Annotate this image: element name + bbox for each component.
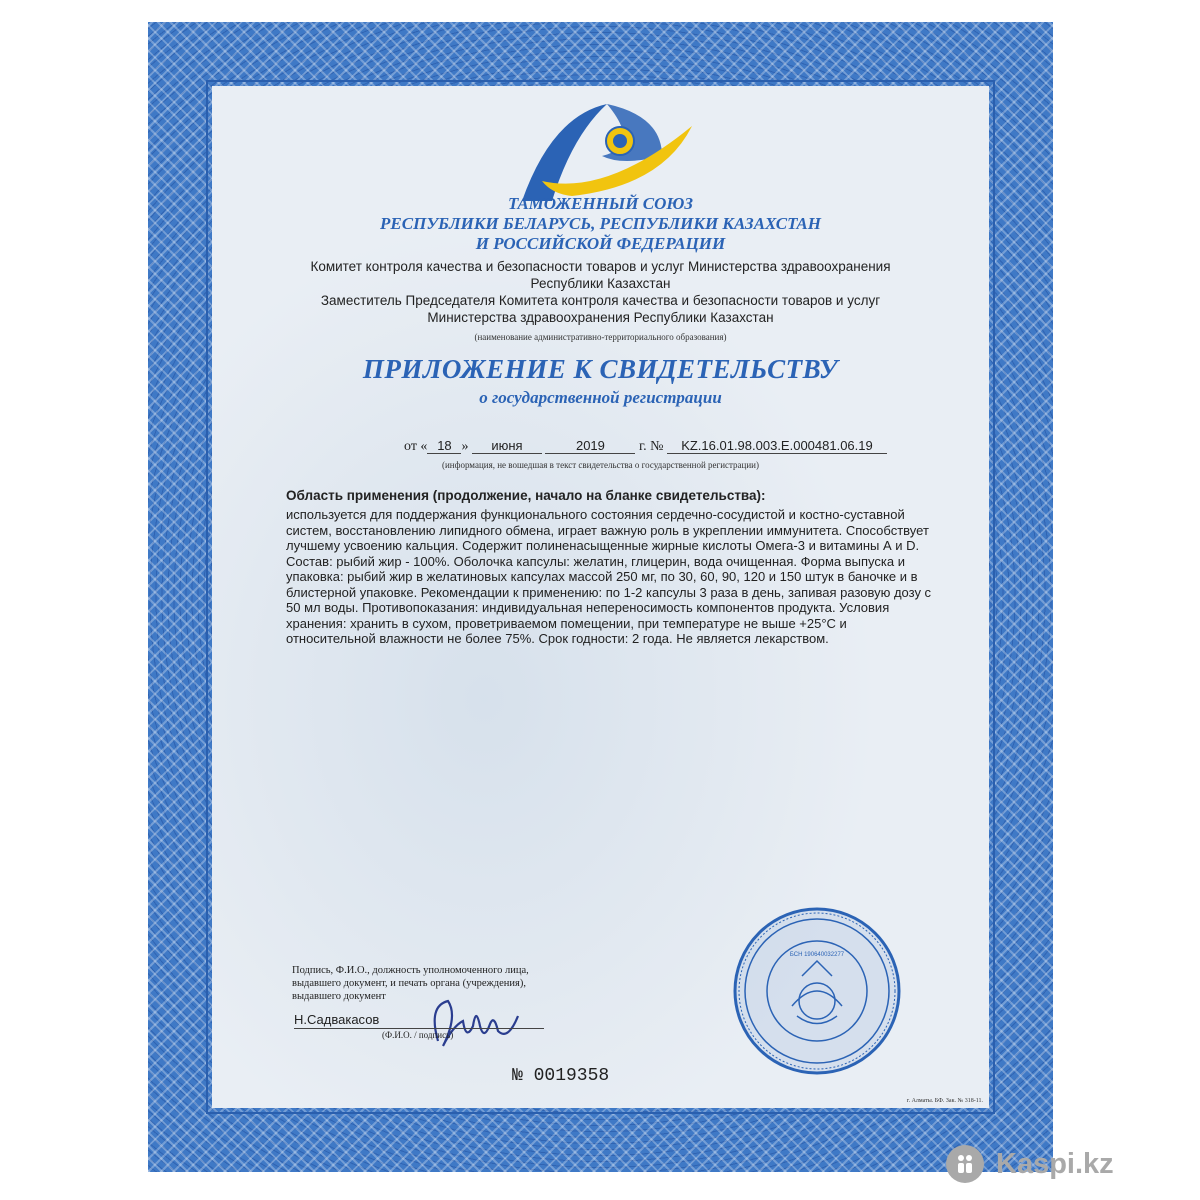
date-close: » — [461, 439, 469, 454]
kaspi-brand-text: Kaspi.kz — [996, 1147, 1114, 1180]
number-sign: № — [650, 439, 664, 454]
date-prefix: от « — [404, 439, 428, 454]
signature-label-line-1: Подпись, Ф.И.О., должность уполномоченного лица, — [292, 965, 529, 976]
official-seal — [732, 906, 902, 1076]
issuing-committee — [232, 258, 969, 326]
info-note: (информация, не вошедшая в текст свидетельства о государственной регистрации) — [441, 460, 759, 470]
authority-note: (наименование административно-территориального образования) — [474, 332, 727, 342]
issue-date-line — [404, 438, 887, 455]
org-title-line-1: ТАМОЖЕННЫЙ СОЮЗ — [508, 194, 693, 213]
signer-caption: (Ф.И.О. / подпись) — [382, 1030, 454, 1040]
committee-line-1: Комитет контроля качества и безопасности товаров и услуг Министерства здравоохранения — [310, 259, 891, 274]
org-title-line-2: РЕСПУБЛИКИ БЕЛАРУСЬ, РЕСПУБЛИКИ КАЗАХСТАН — [380, 214, 821, 233]
certificate-body — [212, 86, 989, 1108]
document-subtitle: о государственной регистрации — [479, 388, 722, 407]
committee-line-2: Республики Казахстан — [530, 276, 671, 291]
committee-line-4: Министерства здравоохранения Республики Казахстан — [427, 310, 774, 325]
committee-line-3: Заместитель Председателя Комитета контроля качества и безопасности товаров и услуг — [320, 293, 881, 308]
issue-year: 2019 — [545, 438, 635, 454]
registration-number: KZ.16.01.98.003.E.000481.06.19 — [667, 438, 887, 454]
printer-note: г. Алматы. БФ. Зак. № 318-11. — [906, 1098, 983, 1104]
customs-union-title — [212, 194, 989, 254]
signature-label-line-3: выдавшего документ — [292, 991, 386, 1002]
org-title-line-3: И РОССИЙСКОЙ ФЕДЕРАЦИИ — [475, 234, 726, 253]
scope-heading: Область применения (продолжение, начало на бланке свидетельства): — [286, 488, 766, 503]
certificate-sheet — [148, 22, 1053, 1172]
signer-name: Н.Садвакасов — [294, 1012, 544, 1029]
issue-day: 18 — [427, 438, 461, 454]
kaspi-logo-icon — [946, 1145, 984, 1183]
serial-number: № 0019358 — [512, 1066, 610, 1086]
customs-union-emblem — [512, 96, 702, 206]
signature-label-line-2: выдавшего документ, и печать органа (учреждения), — [292, 978, 526, 989]
seal-inner-text: БСН 190640032277 — [789, 952, 845, 958]
year-suffix: г. — [638, 439, 647, 454]
kaspi-watermark — [946, 1142, 1114, 1186]
scope-description: используется для поддержания функционального состояния сердечно-сосудистой и костно-суставной систем, восстановлению липидного обмена, играет важную роль в укреплении иммунитета. Способствует лучшему усвоению кальция. Содержит полиненасыщенные жирные кислоты Омега-3 и витамины А и D. Состав: рыбий жир - 100%. Оболочка капсулы: желатин, глицерин, вода очищенная. Форма выпуска и упаковка: рыбий жир в желатиновых капсулах массой 250 мг, по 30, 60, 90, 120 и 150 штук в баночке и в блистерной упаковке. Рекомендации к применению: по 1-2 капсулы 3 раза в день, запивая разовую дозу с 50 мл воды. Противопоказания: индивидуальная непереносимость компонентов продукта. Условия хранения: хранить в сухом, проветриваемом помещении, при температуре не выше +25°С и относительной влажности не более 75%. Срок годности: 2 года. Не является лекарством. — [286, 507, 932, 646]
issue-month: июня — [472, 438, 542, 454]
document-title: ПРИЛОЖЕНИЕ К СВИДЕТЕЛЬСТВУ — [362, 354, 839, 384]
